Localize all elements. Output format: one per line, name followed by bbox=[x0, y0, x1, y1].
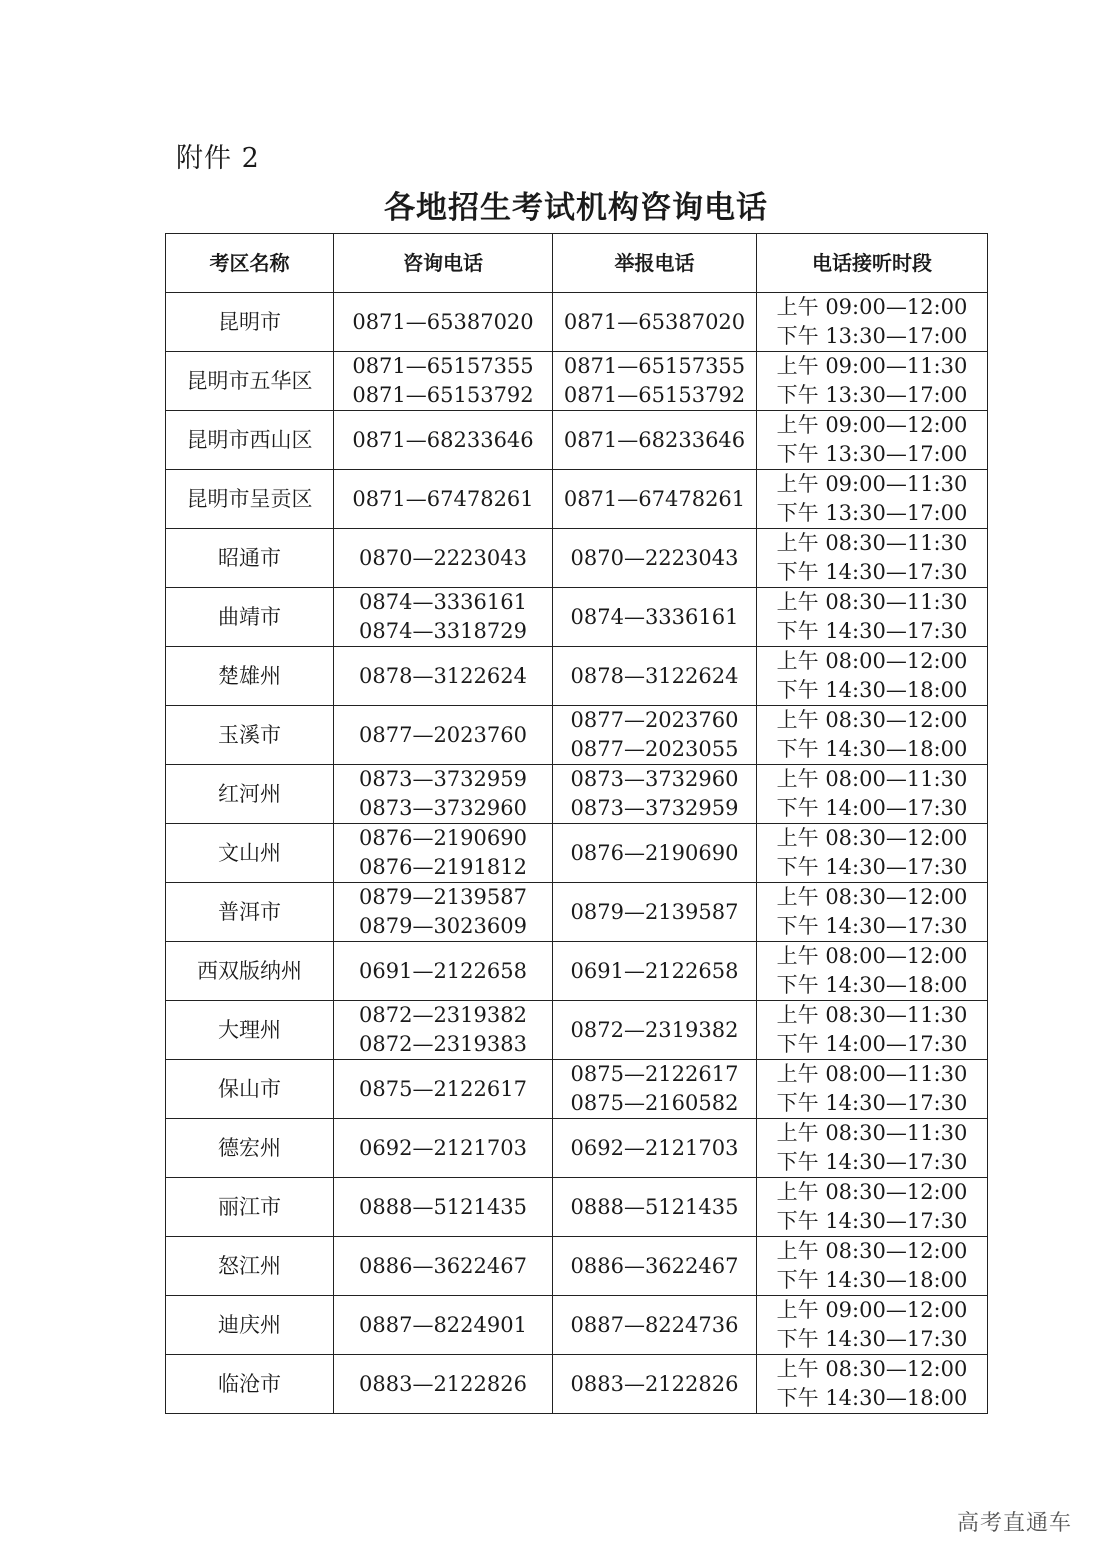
report-phone-number: 0888—5121435 bbox=[570, 1194, 739, 1219]
hours-line: 下午 14:30—17:30 bbox=[776, 619, 968, 643]
hours-cell bbox=[757, 588, 988, 647]
table-row bbox=[166, 1237, 988, 1296]
table-row bbox=[166, 529, 988, 588]
consult-phone-number: 0871—67478261 bbox=[352, 486, 534, 511]
consult-phone-cell bbox=[334, 588, 553, 647]
hours-line: 下午 14:30—18:00 bbox=[776, 1268, 968, 1292]
report-phone-cell bbox=[553, 1178, 757, 1237]
hours-cell bbox=[757, 1178, 988, 1237]
table-row bbox=[166, 1296, 988, 1355]
hours-line: 上午 08:30—12:00 bbox=[776, 885, 968, 909]
table-row bbox=[166, 1178, 988, 1237]
hours-cell bbox=[757, 1237, 988, 1296]
report-phone-number: 0883—2122826 bbox=[570, 1371, 739, 1396]
report-phone-cell bbox=[553, 942, 757, 1001]
consult-phone-cell bbox=[334, 824, 553, 883]
hours-line: 上午 08:00—11:30 bbox=[776, 1062, 968, 1086]
report-phone-cell bbox=[553, 1237, 757, 1296]
region-name-cell: 文山州 bbox=[166, 824, 334, 883]
region-name-cell: 昆明市五华区 bbox=[166, 352, 334, 411]
hours-line: 上午 08:00—11:30 bbox=[776, 767, 968, 791]
region-name-cell: 临沧市 bbox=[166, 1355, 334, 1414]
report-phone-cell bbox=[553, 647, 757, 706]
consult-phone-number: 0871—65157355 bbox=[352, 354, 534, 378]
hours-line: 上午 08:00—12:00 bbox=[776, 944, 968, 968]
region-name-cell: 德宏州 bbox=[166, 1119, 334, 1178]
report-phone-number: 0873—3732960 bbox=[570, 767, 739, 791]
table-row bbox=[166, 647, 988, 706]
hours-cell bbox=[757, 647, 988, 706]
report-phone-cell bbox=[553, 1119, 757, 1178]
consult-phone-number: 0887—8224901 bbox=[359, 1312, 527, 1337]
report-phone-number: 0691—2122658 bbox=[570, 958, 739, 983]
consult-phone-cell bbox=[334, 293, 553, 352]
hours-cell bbox=[757, 765, 988, 824]
hours-cell bbox=[757, 824, 988, 883]
region-name-cell: 玉溪市 bbox=[166, 706, 334, 765]
hours-cell bbox=[757, 883, 988, 942]
table-body bbox=[166, 293, 988, 1414]
region-name-cell: 昭通市 bbox=[166, 529, 334, 588]
region-name-cell: 昆明市 bbox=[166, 293, 334, 352]
consult-phone-number: 0692—2121703 bbox=[359, 1135, 527, 1160]
table-row bbox=[166, 765, 988, 824]
consult-phone-cell bbox=[334, 529, 553, 588]
hours-line: 上午 08:30—12:00 bbox=[776, 1180, 968, 1204]
consult-phone-number: 0873—3732959 bbox=[359, 767, 527, 791]
consult-phone-number: 0876—2191812 bbox=[359, 855, 527, 879]
report-phone-number: 0874—3336161 bbox=[570, 604, 739, 629]
consult-phone-number: 0870—2223043 bbox=[359, 545, 527, 570]
hours-line: 上午 09:00—11:30 bbox=[776, 472, 968, 496]
region-name-cell: 保山市 bbox=[166, 1060, 334, 1119]
hours-line: 下午 14:30—17:30 bbox=[776, 560, 968, 584]
report-phone-number: 0870—2223043 bbox=[570, 545, 739, 570]
hours-cell bbox=[757, 706, 988, 765]
report-phone-cell bbox=[553, 588, 757, 647]
consult-phone-cell bbox=[334, 352, 553, 411]
hours-cell bbox=[757, 1060, 988, 1119]
consult-phone-number: 0879—2139587 bbox=[359, 885, 527, 909]
consult-phone-number: 0875—2122617 bbox=[359, 1076, 527, 1101]
report-phone-number: 0877—2023760 bbox=[570, 708, 739, 732]
report-phone-number: 0879—2139587 bbox=[570, 899, 739, 924]
hours-cell bbox=[757, 1119, 988, 1178]
region-name-cell: 红河州 bbox=[166, 765, 334, 824]
table-row bbox=[166, 706, 988, 765]
hours-line: 上午 09:00—12:00 bbox=[776, 1298, 968, 1322]
report-phone-cell bbox=[553, 293, 757, 352]
report-phone-number: 0875—2122617 bbox=[570, 1062, 739, 1086]
hours-line: 下午 14:30—17:30 bbox=[776, 1327, 968, 1351]
attachment-label: 附件 2 bbox=[176, 143, 260, 174]
consult-phone-number: 0873—3732960 bbox=[359, 796, 527, 820]
report-phone-number: 0871—65153792 bbox=[563, 383, 746, 407]
consult-phone-cell bbox=[334, 1178, 553, 1237]
hours-line: 上午 08:30—12:00 bbox=[776, 1239, 968, 1263]
column-header-consult-phone: 咨询电话 bbox=[334, 234, 553, 293]
region-name-cell: 丽江市 bbox=[166, 1178, 334, 1237]
hours-cell bbox=[757, 1001, 988, 1060]
hours-line: 上午 08:30—12:00 bbox=[776, 1357, 968, 1381]
hours-line: 下午 14:30—17:30 bbox=[776, 914, 968, 938]
table-row bbox=[166, 470, 988, 529]
hours-line: 下午 14:30—18:00 bbox=[776, 678, 968, 702]
consult-phone-number: 0878—3122624 bbox=[359, 663, 527, 688]
hours-cell bbox=[757, 411, 988, 470]
consult-phone-cell bbox=[334, 1119, 553, 1178]
report-phone-cell bbox=[553, 883, 757, 942]
report-phone-cell bbox=[553, 352, 757, 411]
consult-phone-number: 0871—68233646 bbox=[352, 427, 534, 452]
consult-phone-cell bbox=[334, 647, 553, 706]
hours-line: 下午 13:30—17:00 bbox=[776, 442, 968, 466]
consult-phone-cell bbox=[334, 765, 553, 824]
hours-cell bbox=[757, 1355, 988, 1414]
hours-cell bbox=[757, 942, 988, 1001]
region-name-cell: 普洱市 bbox=[166, 883, 334, 942]
region-name-cell: 楚雄州 bbox=[166, 647, 334, 706]
table-row bbox=[166, 824, 988, 883]
table-row bbox=[166, 1001, 988, 1060]
report-phone-number: 0871—67478261 bbox=[563, 486, 746, 511]
report-phone-cell bbox=[553, 1355, 757, 1414]
column-header-hours: 电话接听时段 bbox=[757, 234, 988, 293]
hours-cell bbox=[757, 529, 988, 588]
hours-line: 下午 13:30—17:00 bbox=[776, 383, 968, 407]
consult-phone-number: 0691—2122658 bbox=[359, 958, 527, 983]
report-phone-cell bbox=[553, 411, 757, 470]
hours-line: 上午 08:30—11:30 bbox=[776, 531, 968, 555]
consult-phone-number: 0876—2190690 bbox=[359, 826, 527, 850]
consult-phone-number: 0888—5121435 bbox=[359, 1194, 527, 1219]
hours-line: 下午 14:30—17:30 bbox=[776, 855, 968, 879]
consult-phone-cell bbox=[334, 1001, 553, 1060]
region-name-cell: 大理州 bbox=[166, 1001, 334, 1060]
contact-table bbox=[165, 233, 988, 1414]
consult-phone-number: 0874—3318729 bbox=[359, 619, 527, 643]
hours-line: 下午 14:00—17:30 bbox=[776, 796, 968, 820]
report-phone-number: 0692—2121703 bbox=[570, 1135, 739, 1160]
table-row bbox=[166, 942, 988, 1001]
document-title: 各地招生考试机构咨询电话 bbox=[384, 190, 768, 226]
consult-phone-number: 0872—2319382 bbox=[359, 1003, 527, 1027]
report-phone-cell bbox=[553, 529, 757, 588]
region-name-cell: 怒江州 bbox=[166, 1237, 334, 1296]
table-row bbox=[166, 1355, 988, 1414]
report-phone-cell bbox=[553, 1296, 757, 1355]
table-header-row bbox=[166, 234, 988, 293]
hours-line: 上午 08:00—12:00 bbox=[776, 649, 968, 673]
hours-cell bbox=[757, 293, 988, 352]
hours-line: 下午 14:30—18:00 bbox=[776, 973, 968, 997]
consult-phone-cell bbox=[334, 883, 553, 942]
hours-line: 下午 14:00—17:30 bbox=[776, 1032, 968, 1056]
hours-cell bbox=[757, 470, 988, 529]
report-phone-number: 0871—65157355 bbox=[563, 354, 746, 378]
consult-phone-cell bbox=[334, 470, 553, 529]
report-phone-cell bbox=[553, 824, 757, 883]
hours-line: 上午 08:30—11:30 bbox=[776, 1121, 968, 1145]
consult-phone-cell bbox=[334, 411, 553, 470]
consult-phone-number: 0874—3336161 bbox=[359, 590, 527, 614]
hours-line: 下午 13:30—17:00 bbox=[776, 324, 968, 348]
column-header-report-phone: 举报电话 bbox=[553, 234, 757, 293]
hours-line: 下午 14:30—17:30 bbox=[776, 1091, 968, 1115]
report-phone-cell bbox=[553, 706, 757, 765]
report-phone-cell bbox=[553, 470, 757, 529]
table-row bbox=[166, 293, 988, 352]
report-phone-number: 0886—3622467 bbox=[570, 1253, 739, 1278]
hours-line: 下午 14:30—18:00 bbox=[776, 1386, 968, 1410]
hours-cell bbox=[757, 352, 988, 411]
column-header-region: 考区名称 bbox=[166, 234, 334, 293]
consult-phone-number: 0883—2122826 bbox=[359, 1371, 527, 1396]
region-name-cell: 曲靖市 bbox=[166, 588, 334, 647]
hours-line: 下午 14:30—18:00 bbox=[776, 737, 968, 761]
watermark: 高考直通车 bbox=[956, 1511, 1072, 1536]
report-phone-number: 0873—3732959 bbox=[570, 796, 739, 820]
table-row bbox=[166, 411, 988, 470]
report-phone-number: 0876—2190690 bbox=[570, 840, 739, 865]
table-row bbox=[166, 1060, 988, 1119]
table-row bbox=[166, 588, 988, 647]
report-phone-number: 0875—2160582 bbox=[570, 1091, 739, 1115]
hours-line: 上午 08:30—11:30 bbox=[776, 1003, 968, 1027]
table-row bbox=[166, 352, 988, 411]
hours-line: 下午 13:30—17:00 bbox=[776, 501, 968, 525]
consult-phone-cell bbox=[334, 706, 553, 765]
report-phone-number: 0871—68233646 bbox=[563, 427, 746, 452]
consult-phone-cell bbox=[334, 1237, 553, 1296]
region-name-cell: 昆明市呈贡区 bbox=[166, 470, 334, 529]
report-phone-cell bbox=[553, 1060, 757, 1119]
consult-phone-number: 0879—3023609 bbox=[359, 914, 527, 938]
region-name-cell: 昆明市西山区 bbox=[166, 411, 334, 470]
hours-line: 上午 09:00—12:00 bbox=[776, 413, 968, 437]
report-phone-number: 0878—3122624 bbox=[570, 663, 739, 688]
consult-phone-cell bbox=[334, 942, 553, 1001]
report-phone-cell bbox=[553, 765, 757, 824]
hours-cell bbox=[757, 1296, 988, 1355]
report-phone-cell bbox=[553, 1001, 757, 1060]
consult-phone-cell bbox=[334, 1296, 553, 1355]
hours-line: 上午 08:30—12:00 bbox=[776, 826, 968, 850]
consult-phone-number: 0886—3622467 bbox=[359, 1253, 527, 1278]
report-phone-number: 0887—8224736 bbox=[570, 1312, 739, 1337]
table-row bbox=[166, 1119, 988, 1178]
hours-line: 上午 08:30—11:30 bbox=[776, 590, 968, 614]
consult-phone-cell bbox=[334, 1355, 553, 1414]
consult-phone-number: 0871—65153792 bbox=[352, 383, 534, 407]
hours-line: 上午 09:00—11:30 bbox=[776, 354, 968, 378]
consult-phone-number: 0877—2023760 bbox=[359, 722, 527, 747]
consult-phone-number: 0872—2319383 bbox=[359, 1032, 527, 1056]
report-phone-number: 0872—2319382 bbox=[570, 1017, 739, 1042]
table-row bbox=[166, 883, 988, 942]
hours-line: 上午 08:30—12:00 bbox=[776, 708, 968, 732]
hours-line: 上午 09:00—12:00 bbox=[776, 295, 968, 319]
consult-phone-number: 0871—65387020 bbox=[352, 309, 534, 334]
consult-phone-cell bbox=[334, 1060, 553, 1119]
region-name-cell: 西双版纳州 bbox=[166, 942, 334, 1001]
report-phone-number: 0871—65387020 bbox=[563, 309, 746, 334]
hours-line: 下午 14:30—17:30 bbox=[776, 1209, 968, 1233]
report-phone-number: 0877—2023055 bbox=[570, 737, 739, 761]
region-name-cell: 迪庆州 bbox=[166, 1296, 334, 1355]
hours-line: 下午 14:30—17:30 bbox=[776, 1150, 968, 1174]
